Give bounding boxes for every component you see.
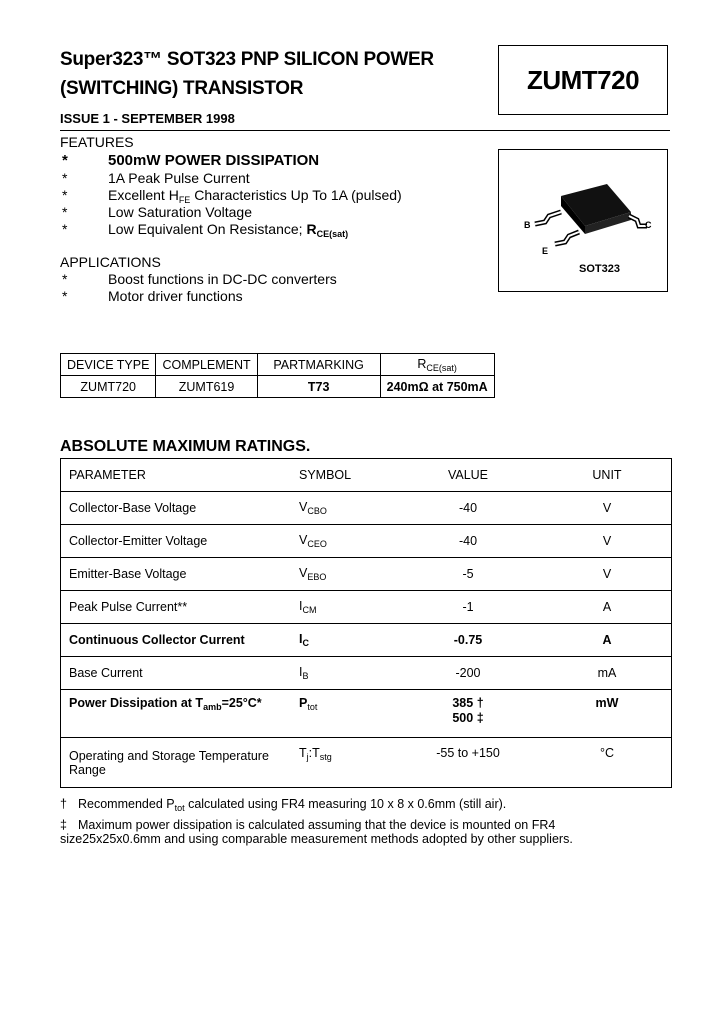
cell-parameter: Operating and Storage Temperature Range (61, 738, 292, 788)
feature-text: 1A Peak Pulse Current (108, 170, 250, 186)
device-table-header (61, 354, 495, 376)
footnote (60, 797, 573, 815)
ratings-table (60, 458, 672, 788)
header-complement: COMPLEMENT (156, 354, 257, 376)
ratings-header (61, 459, 672, 492)
rce-symbol: R (417, 356, 427, 371)
subscript: j (306, 752, 309, 762)
value-line: 500 ‡ (452, 711, 484, 725)
bullet: * (62, 271, 68, 287)
part-number: ZUMT720 (526, 64, 640, 95)
cell-value: -1 (393, 591, 543, 624)
applications-heading: APPLICATIONS (60, 254, 161, 270)
cell-unit: A (543, 624, 672, 657)
bullet: * (62, 170, 68, 186)
header-partmarking: PARTMARKING (257, 354, 380, 376)
header-unit: UNIT (543, 459, 672, 492)
cell-value: -40 (393, 525, 543, 558)
symbol-main: :T (308, 746, 320, 760)
table-row (61, 690, 672, 738)
cell-parameter: Collector-Emitter Voltage (61, 525, 292, 558)
subscript: B (302, 671, 309, 681)
cell-symbol (291, 657, 393, 690)
cell-partmarking: T73 (257, 376, 380, 398)
footnotes (60, 797, 573, 846)
subscript: tot (174, 803, 185, 813)
title-line-1: Super323™ SOT323 PNP SILICON POWER (60, 49, 434, 70)
header-rule (60, 130, 670, 131)
part-number-box (498, 45, 668, 115)
pin-b-label: B (524, 220, 531, 230)
pin-c-label: C (645, 220, 652, 230)
symbol-main: I (299, 632, 303, 646)
footnote-line: Maximum power dissipation is calculated assuming that the device is mounted on FR4 (78, 818, 556, 832)
cell-unit: mA (543, 657, 672, 690)
package-box (498, 149, 668, 292)
ratings-heading: ABSOLUTE MAXIMUM RATINGS. (60, 438, 311, 455)
cell-value: -200 (393, 657, 543, 690)
text-part: Low Equivalent On Resistance; (108, 221, 307, 237)
cell-unit: A (543, 591, 672, 624)
footnote-line: size25x25x0.6mm and using comparable measurement methods adopted by other suppliers. (60, 832, 573, 846)
text-part: Characteristics Up To 1A (pulsed) (190, 187, 402, 203)
header-symbol: SYMBOL (291, 459, 393, 492)
table-row (61, 591, 672, 624)
issue-line: ISSUE 1 - SEPTEMBER 1998 (60, 111, 235, 126)
cell-value: -0.75 (393, 624, 543, 657)
cell-symbol (291, 558, 393, 591)
device-table-row (61, 376, 495, 398)
bullet: * (62, 204, 68, 220)
footnote (60, 818, 573, 832)
subscript: CM (302, 605, 317, 615)
table-row (61, 738, 672, 788)
table-row (61, 624, 672, 657)
cell-parameter: Peak Pulse Current** (61, 591, 292, 624)
symbol-main: I (299, 665, 303, 679)
cell-symbol (291, 624, 393, 657)
header-device-type: DEVICE TYPE (61, 354, 156, 376)
cell-unit: V (543, 558, 672, 591)
cell-value: -5 (393, 558, 543, 591)
subscript: CBO (307, 506, 327, 516)
text-part: =25°C* (221, 696, 262, 710)
cell-symbol (291, 492, 393, 525)
feature-text: Low Saturation Voltage (108, 204, 252, 220)
cell-value (393, 690, 543, 738)
footnote-mark: ‡ (60, 818, 67, 832)
symbol-main: V (299, 533, 308, 547)
subscript: CE(sat) (426, 362, 457, 373)
symbol-main: T (299, 746, 307, 760)
cell-rce: 240mΩ at 750mA (380, 376, 494, 398)
text-part: Recommended P (78, 797, 175, 811)
cell-unit: °C (543, 738, 672, 788)
device-table (60, 353, 495, 398)
text-part: R (306, 221, 317, 237)
text-part: Excellent H (108, 187, 179, 203)
title-line-2: (SWITCHING) TRANSISTOR (60, 78, 304, 99)
header-rce (380, 354, 494, 376)
cell-parameter: Collector-Base Voltage (61, 492, 292, 525)
document-title (60, 45, 490, 103)
feature-text: 500mW POWER DISSIPATION (108, 152, 320, 169)
cell-symbol (291, 738, 393, 788)
subscript: amb (203, 702, 222, 712)
cell-unit: V (543, 525, 672, 558)
subscript: FE (178, 195, 191, 205)
cell-symbol (291, 690, 393, 738)
subscript: EBO (307, 572, 327, 582)
subscript: CE(sat) (316, 229, 349, 239)
cell-complement: ZUMT619 (156, 376, 257, 398)
bullet: * (62, 288, 68, 304)
cell-parameter: Continuous Collector Current (61, 624, 292, 657)
subscript: C (302, 638, 309, 648)
table-row (61, 558, 672, 591)
table-row (61, 657, 672, 690)
text-part: calculated using FR4 measuring 10 x 8 x 0.6mm (still air). (184, 797, 507, 811)
symbol-main: P (299, 696, 308, 710)
header-value: VALUE (393, 459, 543, 492)
table-row (61, 492, 672, 525)
package-label: SOT323 (579, 263, 620, 275)
feature-text (108, 221, 348, 243)
bullet: * (62, 221, 68, 237)
subscript: stg (319, 752, 332, 762)
cell-unit: mW (543, 690, 672, 738)
subscript: tot (307, 702, 318, 712)
cell-symbol (291, 591, 393, 624)
cell-symbol (291, 525, 393, 558)
application-text: Motor driver functions (108, 288, 243, 304)
cell-value: -40 (393, 492, 543, 525)
table-row (61, 525, 672, 558)
cell-parameter: Base Current (61, 657, 292, 690)
bullet: * (62, 152, 68, 169)
text-part: Power Dissipation at T (69, 696, 204, 710)
header-parameter: PARAMETER (61, 459, 292, 492)
footnote-mark: † (60, 797, 67, 811)
application-text: Boost functions in DC-DC converters (108, 271, 337, 287)
pin-e-label: E (542, 246, 549, 256)
cell-device-type: ZUMT720 (61, 376, 156, 398)
sot323-package-illustration (499, 150, 667, 291)
cell-parameter: Emitter-Base Voltage (61, 558, 292, 591)
cell-unit: V (543, 492, 672, 525)
symbol-main: V (299, 500, 308, 514)
cell-parameter (61, 690, 292, 738)
bullet: * (62, 187, 68, 203)
symbol-main: V (299, 566, 308, 580)
subscript: CEO (307, 539, 327, 549)
cell-value: -55 to +150 (393, 738, 543, 788)
symbol-main: I (299, 599, 303, 613)
value-line: 385 † (452, 696, 484, 710)
features-heading: FEATURES (60, 134, 134, 150)
